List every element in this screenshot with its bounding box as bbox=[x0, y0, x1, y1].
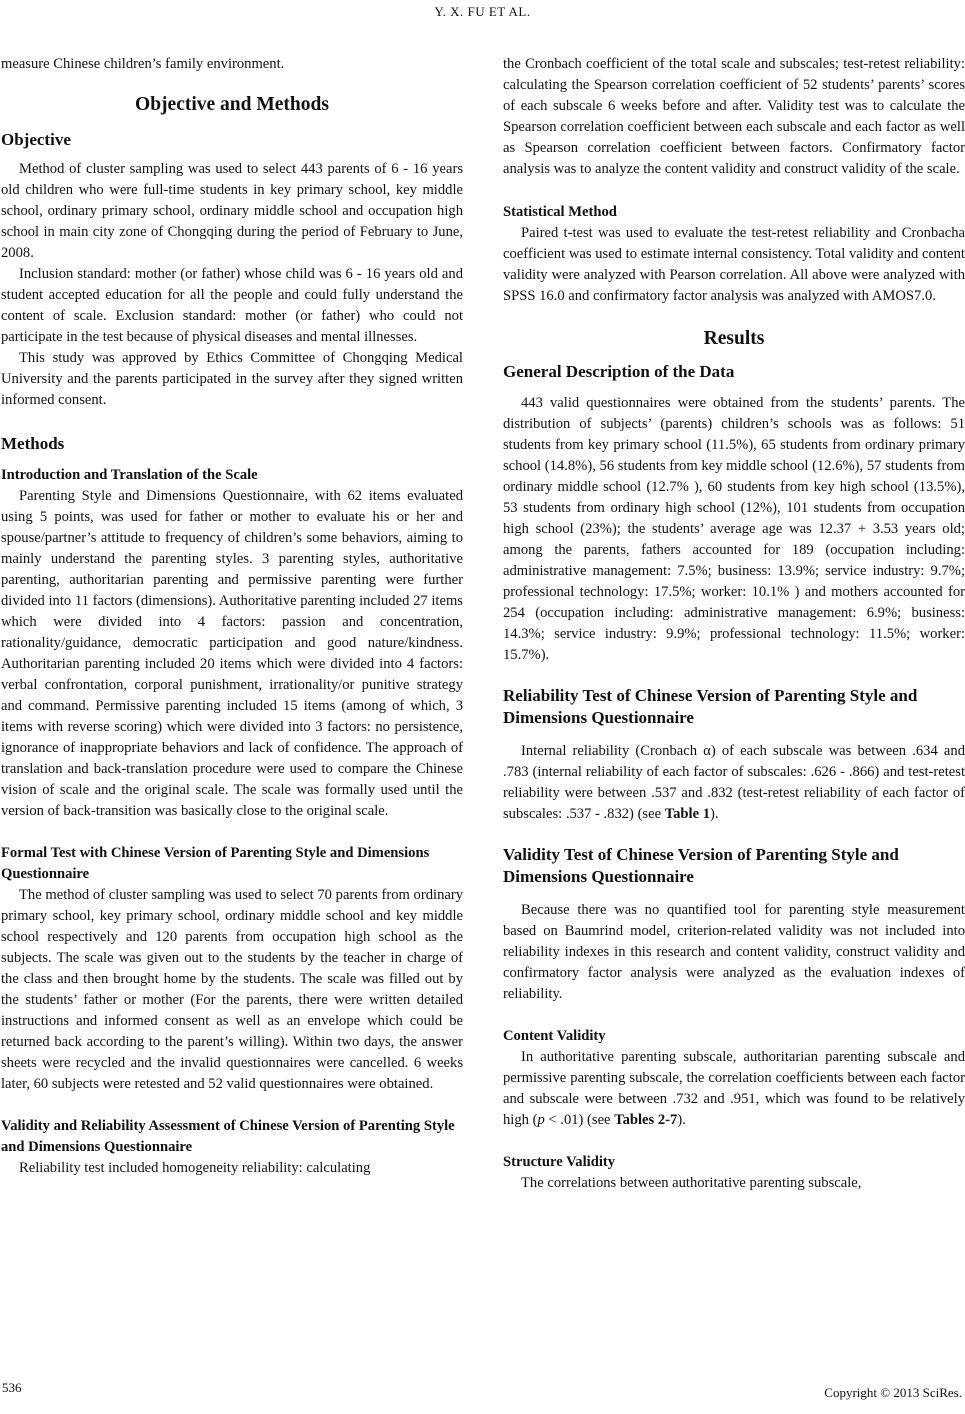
subsection-heading-methods: Methods bbox=[1, 434, 65, 453]
copyright-notice: Copyright © 2013 SciRes. bbox=[824, 1385, 962, 1400]
running-head: Y. X. FU ET AL. bbox=[434, 4, 531, 19]
paragraph: The correlations between authoritative parenting subscale, bbox=[521, 1175, 862, 1191]
subsection-heading-objective: Objective bbox=[1, 130, 71, 149]
left-column bbox=[1, 54, 463, 1179]
paragraph: This study was approved by Ethics Committee of Chongqing Medical University and the parents participated in the survey after they signed written informed consent. bbox=[1, 350, 463, 408]
subheading-formal-test: Formal Test with Chinese Version of Parenting Style and Dimensions Questionnaire bbox=[1, 845, 430, 882]
text-run: ). bbox=[710, 806, 719, 822]
paragraph: Inclusion standard: mother (or father) whose child was 6 - 16 years old and student accepted education for all the people and could fully understand the content of scale. Exclusion standard: mother (or father) who could not participate in the test because of physical diseases and mental illnesses. bbox=[1, 266, 463, 345]
subsection-heading-reliability-test: Reliability Test of Chinese Version of Parenting Style and Dimensions Questionnaire bbox=[503, 686, 918, 727]
text-run: ). bbox=[677, 1112, 686, 1128]
subheading-structure-validity: Structure Validity bbox=[503, 1154, 616, 1170]
subsection-heading-validity-test: Validity Test of Chinese Version of Parenting Style and Dimensions Questionnaire bbox=[503, 845, 899, 886]
subheading-content-validity: Content Validity bbox=[503, 1028, 606, 1044]
section-heading-objective-methods: Objective and Methods bbox=[135, 94, 329, 115]
subheading-statistical-method: Statistical Method bbox=[503, 204, 617, 220]
paragraph: The method of cluster sampling was used to select 70 parents from ordinary primary school, key primary school, ordinary middle school and key middle school respectively and 120 parents from occupation high school as the subjects. The scale was given out to the students by the teacher in charge of the class and then brought home by the students. The scale was filled out by the students’ father or mother (For the parents, there were written detailed instructions and informed consent as well as an envelope which could be returned back according to the parent’s willing). Within two days, the answer sheets were recycled and the invalid questionnaires were cancelled. 6 weeks later, 60 subjects were retested and 52 valid questionnaires were obtained. bbox=[1, 887, 463, 1092]
table-reference: Tables 2-7 bbox=[614, 1112, 678, 1128]
page-number: 536 bbox=[2, 1380, 22, 1395]
paragraph: 443 valid questionnaires were obtained from the students’ parents. The distribution of subjects’ (parents) children’s schools was as follows: 51 students from key primary school (11.5%), 65 students from ordinary primary school (14.8%), 56 students from key middle school (12.6%), 57 students from ordinary middle school (12.7% ), 60 students from key high school (13.5%), 53 students from ordinary high school (12%), 101 students from occupation high school (23%); the students’ average age was 12.37 + 3.53 years old; among the parents, fathers accounted for 189 (occupation including: administrative management: 7.5%; business: 13.9%; service industry: 9.7%; professional technology: 17.5%; worker: 10.1% ) and mothers accounted for 254 (occupation including: administrative management: 6.9%; business: 14.3%; service industry: 9.9%; professional technology: 11.5%; worker: 15.7%). bbox=[503, 395, 965, 663]
text-run: < .01) (see bbox=[544, 1112, 615, 1128]
paragraph: Reliability test included homogeneity reliability: calculating bbox=[19, 1160, 371, 1176]
text-run: Internal reliability (Cronbach α) of each subscale was between .634 and .783 (internal reliability of each factor of subscales: .626 - .866) and test-retest reliability were between .537 and .832 (test-retest reliability of each factor of subscales: .537 - .832) (see bbox=[503, 743, 965, 822]
subheading-intro-translation: Introduction and Translation of the Scale bbox=[1, 467, 258, 483]
paragraph: Paired t-test was used to evaluate the test-retest reliability and Cronbacha coefficient was used to estimate internal consistency. Total validity and content validity were analyzed with Pearson correlation. All above were analyzed with SPSS 16.0 and confirmatory factor analysis was analyzed with AMOS7.0. bbox=[503, 225, 965, 304]
paragraph: the Cronbach coefficient of the total scale and subscales; test-retest reliability: calculating the Spearson correlation coefficient of 52 students’ parents’ scores of each subscale 6 weeks before and after. Validity test was to calculate the Spearson correlation coefficient between each subscale and each factor as well as Spearson correlation coefficient between factors. Confirmatory factor analysis was to analyze the content validity and construct validity of the scale. bbox=[503, 56, 965, 177]
table-reference: Table 1 bbox=[664, 806, 711, 822]
paragraph: Parenting Style and Dimensions Questionnaire, with 62 items evaluated using 5 points, was used for father or mother to evaluate his or her and spouse/partner’s attitude to frequency of children’s some behaviors, aiming to mainly understand the parenting styles. 3 parenting styles, authoritative parenting, authoritarian parenting and permissive parenting were further divided into 11 factors (dimensions). Authoritative parenting included 27 items which were divided into 4 factors: passion and concentration, rationality/guidance, democratic participation and good nature/kindness. Authoritarian parenting included 20 items which were divided into 4 factors: verbal confrontation, corporal punishment, irrationality/or punitive strategy and command. Permissive parenting included 15 items (among of which, 3 items with reverse scoring) which were divided into 3 factors: no persistence, ignorance of inappropriate behaviors and lack of confidence. The approach of translation and back-translation procedure were used to compare the Chinese vision of scale and the original scale. The scale was formally used until the version of back-transition was basically close to the original scale. bbox=[1, 488, 463, 819]
paragraph: Because there was no quantified tool for parenting style measurement based on Baumrind model, criterion-related validity was not included into reliability indexes in this research and content validity, construct validity and confirmatory factor analysis were analyzed as the evaluation indexes of reliability. bbox=[503, 902, 965, 1002]
subheading-validity-reliability-assessment: Validity and Reliability Assessment of Chinese Version of Parenting Style and Dimensions Questionnaire bbox=[1, 1118, 455, 1155]
text-run: In authoritative parenting subscale, authoritarian parenting subscale and permissive parenting subscale, the correlation coefficients between each factor and subscale were between .732 and .951, which was found to be relatively high ( bbox=[503, 1049, 965, 1128]
p-symbol: p bbox=[537, 1112, 545, 1128]
paragraph bbox=[503, 741, 965, 825]
paragraph bbox=[503, 1047, 965, 1131]
subsection-heading-general: General Description of the Data bbox=[503, 362, 735, 381]
section-heading-results: Results bbox=[703, 328, 765, 349]
paragraph: Method of cluster sampling was used to select 443 parents of 6 - 16 years old children who were full-time students in key primary school, key middle school, ordinary primary school, ordinary middle school and occupation high school in main city zone of Chongqing during the period of February to June, 2008. bbox=[1, 161, 463, 261]
right-column bbox=[503, 54, 965, 1194]
paragraph: measure Chinese children’s family environment. bbox=[1, 56, 285, 72]
